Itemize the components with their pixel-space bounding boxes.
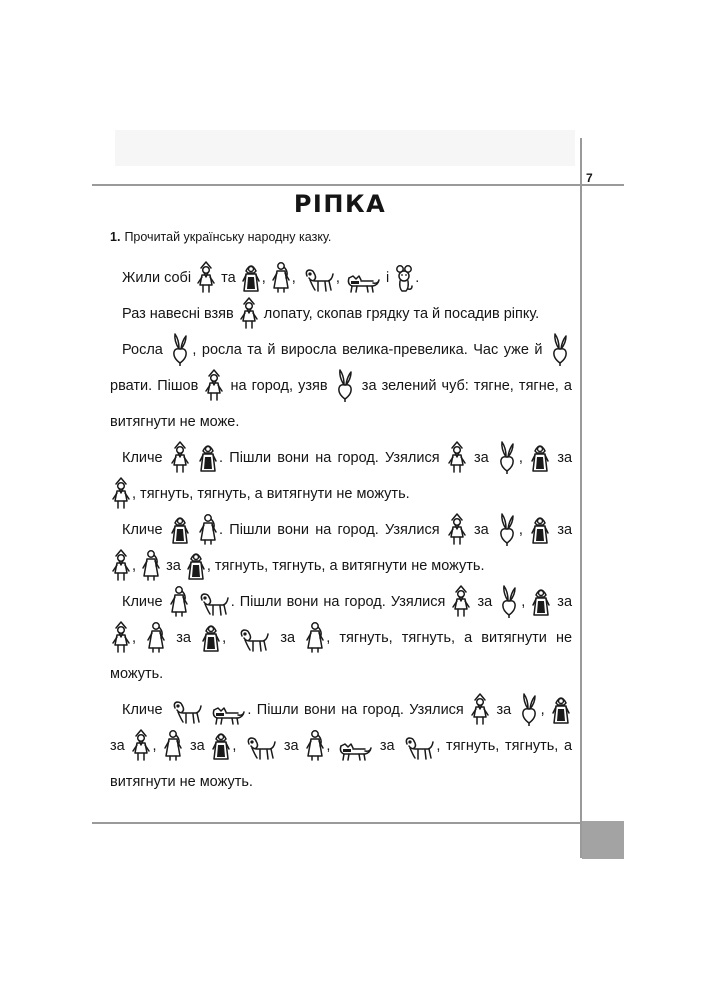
text-span: , xyxy=(521,594,526,610)
grandma-icon xyxy=(530,440,550,474)
text-span: , xyxy=(132,630,137,646)
text-span: за xyxy=(473,450,489,466)
text-span: . Пішли вони на город. Узялися xyxy=(230,594,446,610)
grandpa-icon xyxy=(451,584,471,618)
grandpa-icon xyxy=(447,440,467,474)
text-span: , xyxy=(518,450,523,466)
grandma-icon xyxy=(170,512,190,546)
text-span: , xyxy=(540,702,545,718)
text-span: , xyxy=(291,270,296,286)
paragraph-1 xyxy=(110,260,572,296)
header-rule xyxy=(92,184,624,186)
mouse-icon xyxy=(394,264,414,294)
grandma-icon xyxy=(201,620,221,654)
text-span: , росла та й виросла велика-превелика. Час уже й xyxy=(192,342,543,358)
text-span: Кличе xyxy=(122,522,163,538)
grandpa-icon xyxy=(111,620,131,654)
text-span: за xyxy=(557,594,573,610)
text-span: Кличе xyxy=(122,450,163,466)
paragraph-3 xyxy=(110,332,572,440)
page-tab xyxy=(582,821,624,859)
text-span: рвати. Пішов xyxy=(110,378,199,394)
cat-icon xyxy=(345,272,381,294)
grandma-icon xyxy=(530,512,550,546)
text-span: , xyxy=(518,522,523,538)
text-span: за xyxy=(110,738,125,754)
text-span: за xyxy=(477,594,493,610)
text-span: за xyxy=(557,522,573,538)
turnip-icon xyxy=(334,368,356,402)
granddaughter-icon xyxy=(169,584,189,618)
text-span: Раз навесні взяв xyxy=(122,306,234,322)
task-heading xyxy=(110,230,331,244)
text-span: . xyxy=(415,270,420,286)
text-span: за xyxy=(283,738,299,754)
turnip-icon xyxy=(496,512,518,546)
text-span: , xyxy=(261,270,266,286)
text-span: за xyxy=(473,522,489,538)
cat-icon xyxy=(210,704,246,726)
paragraph-6 xyxy=(110,584,572,692)
granddaughter-icon xyxy=(198,512,218,546)
text-span: Кличе xyxy=(122,702,163,718)
text-span: , тягнуть, тягнуть, а витягнути не можуть. xyxy=(110,738,573,790)
page-number: 7 xyxy=(586,171,593,185)
footer-rule xyxy=(92,822,580,824)
grandma-icon xyxy=(551,692,571,726)
grandpa-icon xyxy=(196,260,216,294)
text-span: . Пішли вони на город. Узялися xyxy=(219,522,440,538)
text-span: за xyxy=(557,450,573,466)
paragraph-5 xyxy=(110,512,572,584)
dog-icon xyxy=(401,736,435,762)
grandpa-icon xyxy=(470,692,490,726)
story-text xyxy=(110,260,572,800)
dog-icon xyxy=(243,736,277,762)
text-span: , xyxy=(326,738,331,754)
text-span: Росла xyxy=(122,342,163,358)
turnip-icon xyxy=(169,332,191,366)
text-span: , xyxy=(232,738,237,754)
grandpa-icon xyxy=(131,728,151,762)
granddaughter-icon xyxy=(305,620,325,654)
turnip-icon xyxy=(549,332,571,366)
text-span: за xyxy=(379,738,395,754)
grandpa-icon xyxy=(111,548,131,582)
text-span: , тягнуть, тягнуть, а витягнути не можуть. xyxy=(110,630,573,682)
grandma-icon xyxy=(186,548,206,582)
text-span: , xyxy=(132,558,137,574)
text-span: за зелений чуб: тягне, тягне, а витягнути не може. xyxy=(110,378,572,430)
dog-icon xyxy=(236,628,270,654)
granddaughter-icon xyxy=(146,620,166,654)
paragraph-7 xyxy=(110,692,572,800)
grandpa-icon xyxy=(111,476,131,510)
text-span: лопату, скопав грядку та й посадив ріпку. xyxy=(263,306,540,322)
text-span: , xyxy=(335,270,340,286)
text-span: , тягнуть, тягнуть, а витягнути не можуть. xyxy=(132,486,410,502)
grandma-icon xyxy=(198,440,218,474)
dog-icon xyxy=(301,268,335,294)
granddaughter-icon xyxy=(271,260,291,294)
grandma-icon xyxy=(211,728,231,762)
text-span: за xyxy=(176,630,191,646)
grandpa-icon xyxy=(447,512,467,546)
text-span: за xyxy=(189,738,205,754)
page-title: РІПКА xyxy=(293,190,387,218)
text-span: за xyxy=(280,630,296,646)
granddaughter-icon xyxy=(305,728,325,762)
granddaughter-icon xyxy=(163,728,183,762)
text-span: , xyxy=(152,738,157,754)
text-span: Кличе xyxy=(122,594,163,610)
text-span: , xyxy=(222,630,227,646)
grandpa-icon xyxy=(239,296,259,330)
text-span: за xyxy=(496,702,512,718)
text-span: за xyxy=(166,558,181,574)
header-band xyxy=(115,130,575,166)
turnip-icon xyxy=(518,692,540,726)
turnip-icon xyxy=(496,440,518,474)
margin-rule xyxy=(580,138,582,858)
paragraph-2 xyxy=(110,296,572,332)
text-span: на город, узяв xyxy=(230,378,328,394)
task-number: 1. xyxy=(110,230,121,244)
paragraph-4 xyxy=(110,440,572,512)
grandma-icon xyxy=(241,260,261,294)
text-span: і xyxy=(385,270,390,286)
text-span: . Пішли вони на город. Узялися xyxy=(219,450,440,466)
task-text: Прочитай українську народну казку. xyxy=(124,230,332,244)
text-span: Жили собі xyxy=(122,270,192,286)
text-span: , тягнуть, тягнуть, а витягнути не можуть. xyxy=(206,558,485,574)
dog-icon xyxy=(196,592,230,618)
text-span: та xyxy=(221,270,236,286)
grandpa-icon xyxy=(170,440,190,474)
granddaughter-icon xyxy=(141,548,161,582)
dog-icon xyxy=(169,700,203,726)
grandpa-icon xyxy=(204,368,224,402)
text-span: . Пішли вони на город. Узялися xyxy=(247,702,464,718)
grandma-icon xyxy=(531,584,551,618)
cat-icon xyxy=(337,740,373,762)
turnip-icon xyxy=(498,584,520,618)
